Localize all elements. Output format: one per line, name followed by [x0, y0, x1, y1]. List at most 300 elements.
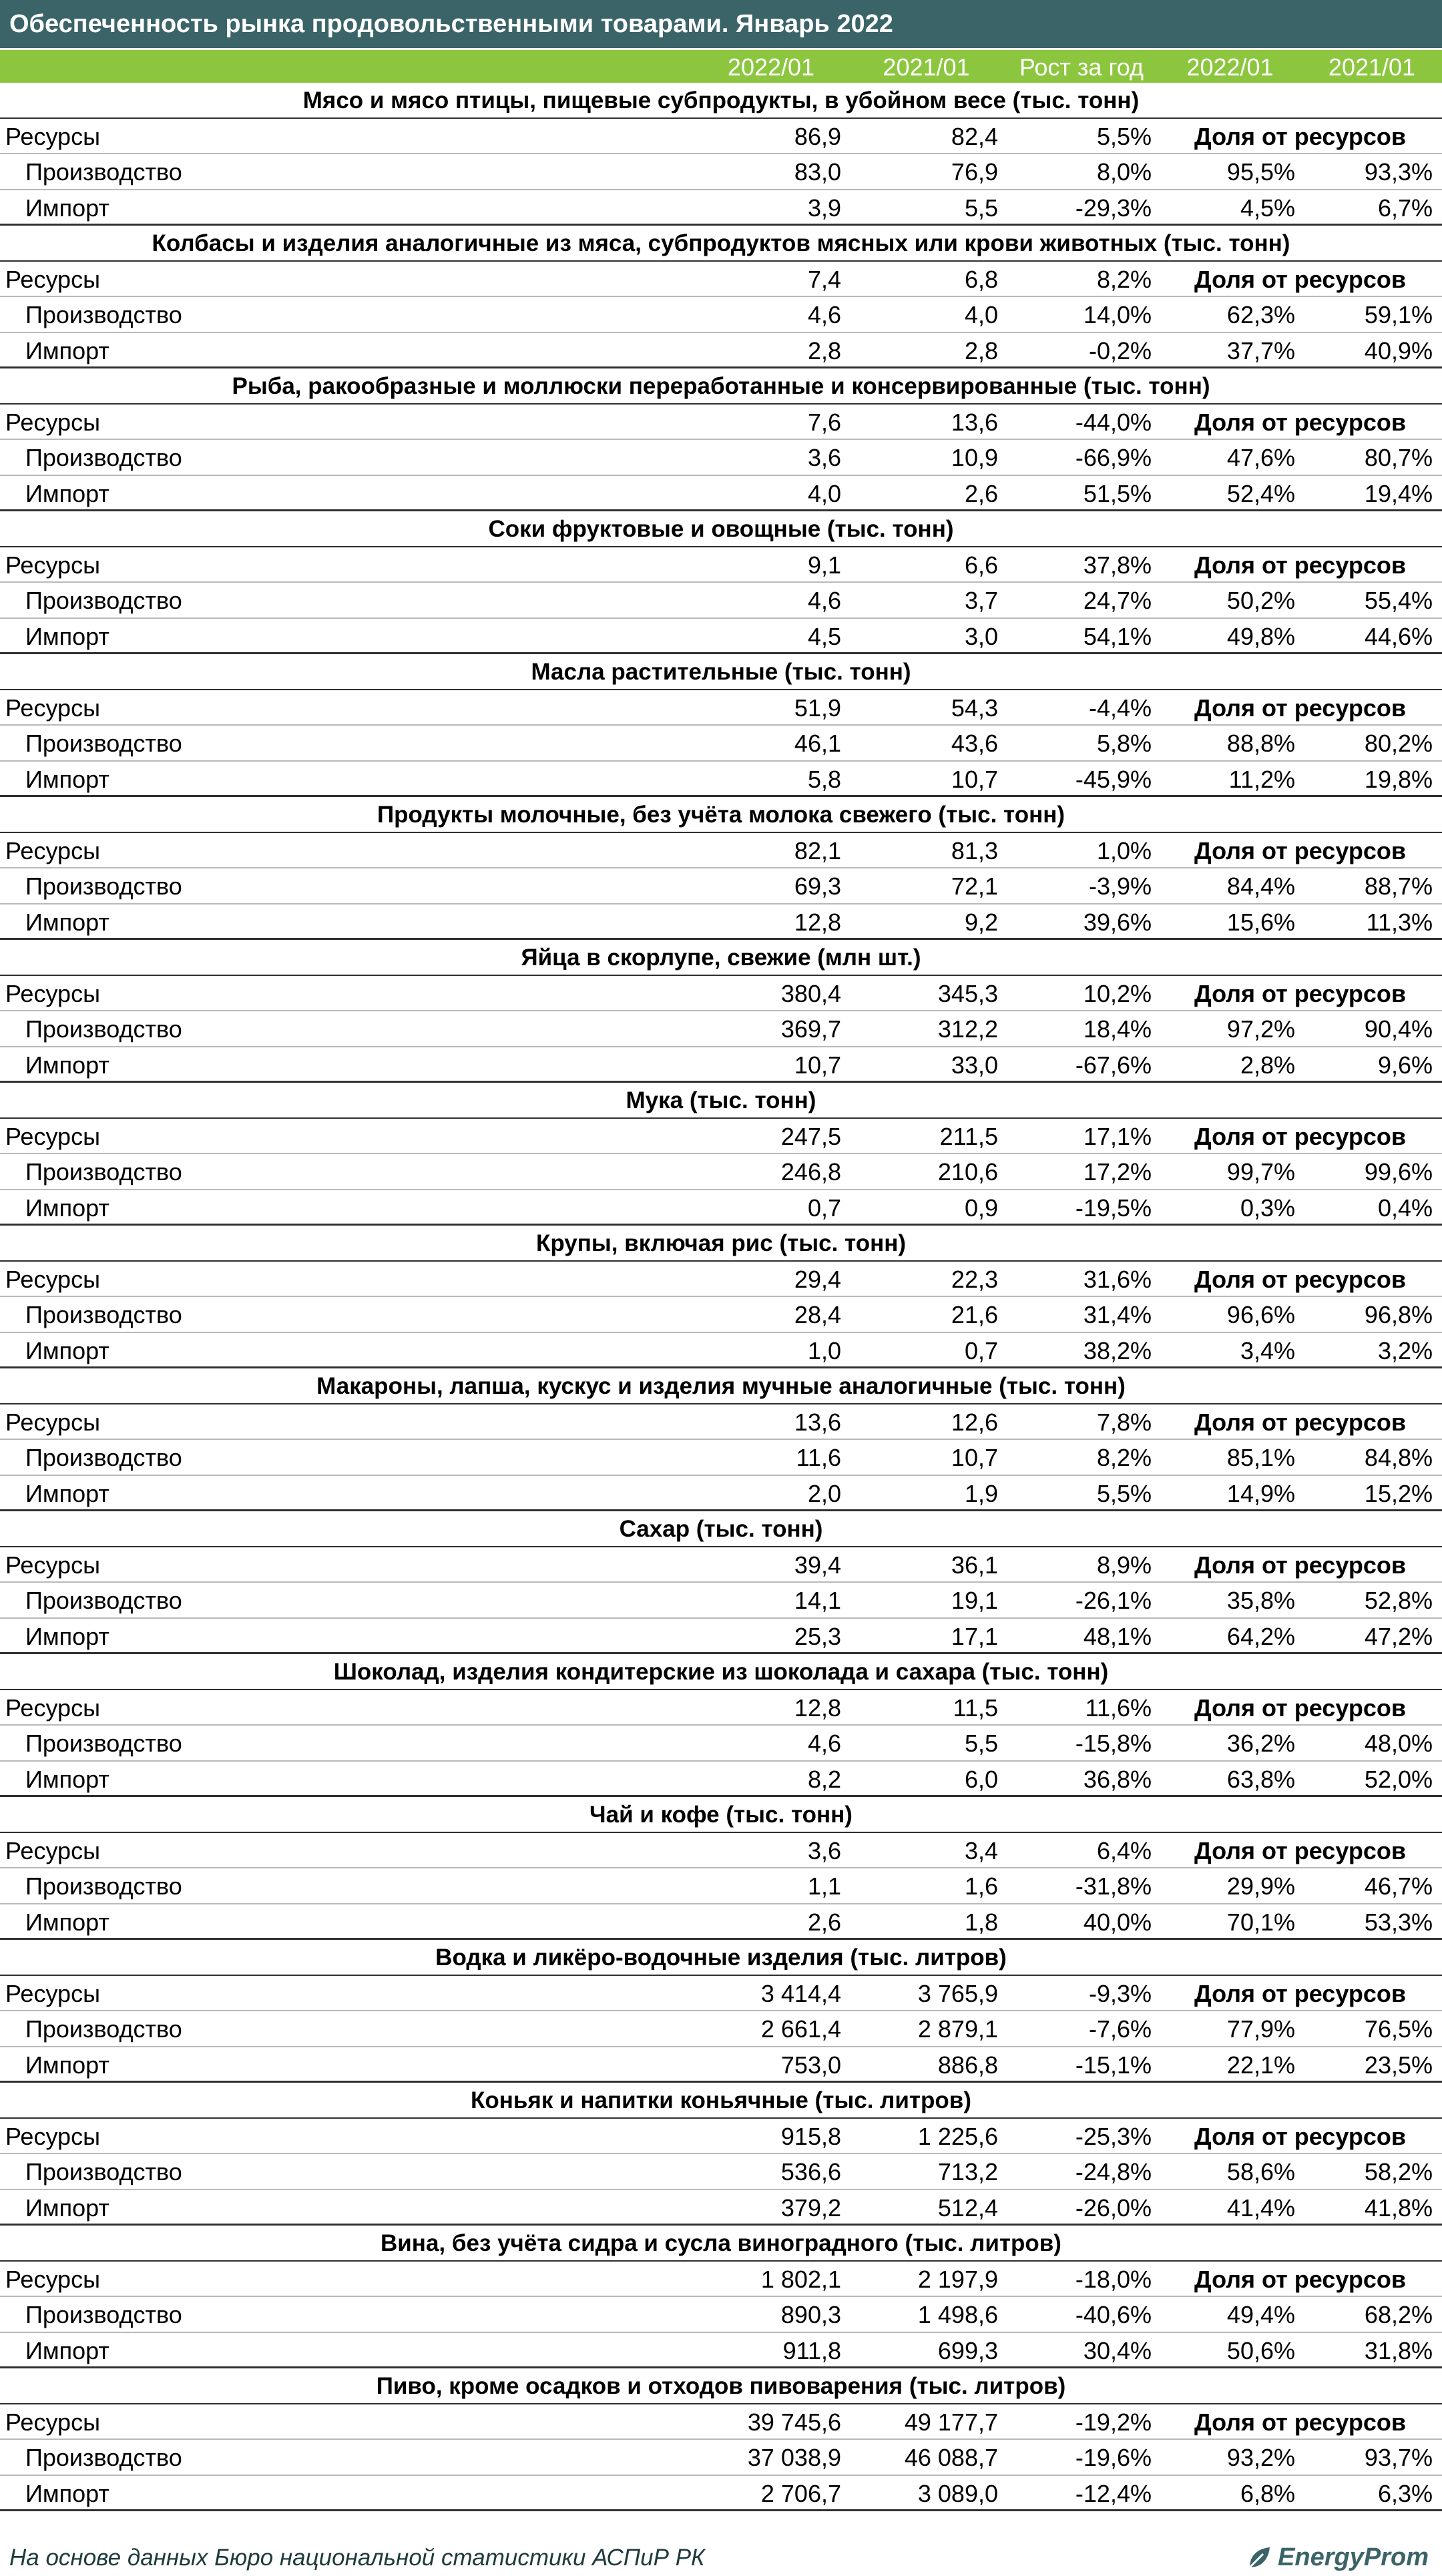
value-2021: 10,7 — [951, 1444, 998, 1471]
value-2021: 21,6 — [951, 1301, 998, 1328]
share-label: Доля от ресурсов — [1194, 694, 1407, 722]
table-row — [0, 1690, 1442, 1726]
table-row — [0, 1762, 1442, 1798]
row-label: Производство — [25, 1301, 182, 1328]
row-label: Производство — [25, 872, 182, 900]
row-label: Производство — [25, 1158, 182, 1186]
share-label: Доля от ресурсов — [1194, 1408, 1407, 1436]
value-2021: 36,1 — [951, 1551, 998, 1579]
table-row — [0, 2476, 1442, 2512]
value-2021: 3,7 — [964, 587, 998, 614]
row-label: Ресурсы — [5, 1694, 100, 1722]
share-2021: 0,4% — [1377, 1194, 1433, 1222]
value-2022: 51,9 — [794, 694, 841, 722]
growth-value: -44,0% — [1075, 408, 1152, 436]
row-label: Ресурсы — [5, 1551, 100, 1579]
table-row — [0, 1440, 1442, 1476]
header-col-4: 2022/01 — [1186, 53, 1274, 81]
share-label: Доля от ресурсов — [1194, 1979, 1407, 2007]
growth-value: 17,2% — [1083, 1158, 1152, 1186]
share-2021: 84,8% — [1364, 1444, 1433, 1471]
row-label: Импорт — [25, 622, 109, 650]
value-2022: 37 038,9 — [747, 2444, 841, 2471]
share-2022: 35,8% — [1226, 1587, 1295, 1614]
table-row — [0, 1333, 1442, 1369]
value-2021: 13,6 — [951, 408, 998, 436]
share-2021: 48,0% — [1364, 1730, 1433, 1757]
table-row — [0, 119, 1442, 155]
value-2022: 10,7 — [794, 1051, 841, 1079]
row-label: Ресурсы — [5, 1979, 100, 2007]
value-2021: 1,8 — [964, 1908, 998, 1936]
share-2021: 40,9% — [1364, 336, 1433, 364]
share-2022: 96,6% — [1226, 1301, 1295, 1328]
growth-value: 18,4% — [1083, 1015, 1152, 1043]
section-title: Коньяк и напитки коньячные (тыс. литров) — [0, 2083, 1442, 2119]
row-label: Производство — [25, 1015, 182, 1043]
value-2021: 2 879,1 — [917, 2015, 998, 2043]
row-label: Импорт — [25, 1336, 109, 1364]
value-2022: 0,7 — [807, 1194, 841, 1222]
growth-value: -45,9% — [1075, 765, 1152, 793]
growth-value: -26,1% — [1075, 1587, 1152, 1614]
row-label: Импорт — [25, 479, 109, 507]
section-title: Продукты молочные, без учёта молока свежего (тыс. тонн) — [0, 797, 1442, 833]
table-row — [0, 476, 1442, 512]
share-2021: 15,2% — [1364, 1479, 1433, 1507]
share-2021: 52,8% — [1364, 1587, 1433, 1614]
value-2022: 82,1 — [794, 836, 841, 864]
value-2022: 3 414,4 — [760, 1979, 841, 2007]
row-label: Ресурсы — [5, 694, 100, 722]
value-2021: 9,2 — [964, 908, 998, 936]
row-label: Импорт — [25, 765, 109, 793]
value-2022: 915,8 — [780, 2122, 841, 2150]
growth-value: -67,6% — [1075, 1051, 1152, 1079]
value-2021: 11,5 — [953, 1694, 998, 1722]
value-2022: 7,6 — [807, 408, 841, 436]
section-title: Пиво, кроме осадков и отходов пивоварения (тыс. литров) — [0, 2368, 1442, 2404]
value-2021: 6,0 — [964, 1765, 998, 1793]
growth-value: -9,3% — [1088, 1979, 1152, 2007]
row-label: Производство — [25, 2158, 182, 2185]
table-row — [0, 868, 1442, 905]
share-2022: 49,4% — [1226, 2301, 1295, 2328]
value-2021: 10,9 — [951, 444, 998, 471]
row-label: Производство — [25, 2444, 182, 2471]
table-row — [0, 762, 1442, 798]
table-row — [0, 1011, 1442, 1047]
value-2022: 5,8 — [807, 765, 841, 793]
share-2022: 99,7% — [1226, 1158, 1295, 1186]
share-2021: 88,7% — [1364, 872, 1433, 900]
value-2022: 1,1 — [807, 1872, 841, 1900]
share-2021: 59,1% — [1364, 301, 1433, 328]
section-title: Крупы, включая рис (тыс. тонн) — [0, 1226, 1442, 1262]
share-2021: 99,6% — [1364, 1158, 1433, 1186]
table-row — [0, 1154, 1442, 1190]
share-label: Доля от ресурсов — [1194, 1551, 1407, 1579]
share-2022: 37,7% — [1226, 336, 1295, 364]
row-label: Производство — [25, 2301, 182, 2328]
header-col-1: 2022/01 — [727, 53, 815, 81]
value-2021: 4,0 — [964, 301, 998, 328]
value-2021: 5,5 — [964, 1730, 998, 1757]
value-2022: 8,2 — [807, 1765, 841, 1793]
value-2022: 2 661,4 — [760, 2015, 841, 2043]
share-2021: 52,0% — [1364, 1765, 1433, 1793]
growth-value: -0,2% — [1088, 336, 1152, 364]
value-2021: 312,2 — [937, 1015, 998, 1043]
energyprom-logo — [1246, 2543, 1442, 2572]
share-label: Доля от ресурсов — [1194, 408, 1407, 436]
growth-value: 17,1% — [1083, 1122, 1152, 1150]
row-label: Ресурсы — [5, 1265, 100, 1293]
growth-value: -18,0% — [1075, 2265, 1152, 2293]
value-2021: 1 225,6 — [917, 2122, 998, 2150]
value-2021: 82,4 — [951, 122, 998, 150]
table-row — [0, 1619, 1442, 1655]
growth-value: -4,4% — [1088, 694, 1152, 722]
value-2022: 7,4 — [807, 265, 841, 293]
table-row — [0, 1476, 1442, 1512]
growth-value: 5,5% — [1096, 122, 1152, 150]
share-2022: 3,4% — [1240, 1336, 1295, 1364]
header-col-2: 2021/01 — [883, 53, 970, 81]
row-label: Импорт — [25, 1622, 109, 1650]
row-label: Ресурсы — [5, 2122, 100, 2150]
table-row — [0, 833, 1442, 869]
section-title: Вина, без учёта сидра и сусла виноградного (тыс. литров) — [0, 2226, 1442, 2262]
value-2021: 211,5 — [939, 1122, 998, 1150]
section-title: Чай и кофе (тыс. тонн) — [0, 1797, 1442, 1833]
value-2022: 12,8 — [794, 1694, 841, 1722]
row-label: Импорт — [25, 2051, 109, 2079]
row-label: Импорт — [25, 194, 109, 222]
table-row — [0, 154, 1442, 190]
share-label: Доля от ресурсов — [1194, 2122, 1407, 2150]
table-row — [0, 1726, 1442, 1762]
value-2022: 4,6 — [807, 587, 841, 614]
share-2021: 55,4% — [1364, 587, 1433, 614]
source-note: На основе данных Бюро национальной статистики АСПиР РК — [9, 2544, 705, 2571]
value-2022: 14,1 — [794, 1587, 841, 1614]
value-2022: 3,9 — [807, 194, 841, 222]
section-title: Колбасы и изделия аналогичные из мяса, субпродуктов мясных или крови животных (тыс. тонн) — [0, 226, 1442, 262]
share-2022: 64,2% — [1226, 1622, 1295, 1650]
growth-value: 31,6% — [1083, 1265, 1152, 1293]
growth-value: -29,3% — [1075, 194, 1152, 222]
value-2022: 890,3 — [780, 2301, 841, 2328]
share-2022: 50,2% — [1226, 587, 1295, 614]
growth-value: 1,0% — [1096, 836, 1152, 864]
share-2022: 50,6% — [1226, 2336, 1295, 2364]
value-2022: 86,9 — [794, 122, 841, 150]
value-2021: 10,7 — [951, 765, 998, 793]
share-2022: 58,6% — [1226, 2158, 1295, 2185]
growth-value: 40,0% — [1083, 1908, 1152, 1936]
share-2022: 11,2% — [1228, 765, 1295, 793]
value-2021: 2,6 — [964, 479, 998, 507]
value-2022: 380,4 — [780, 979, 841, 1007]
row-label: Ресурсы — [5, 2265, 100, 2293]
table-row — [0, 2262, 1442, 2298]
share-2022: 47,6% — [1226, 444, 1295, 471]
section-title: Макароны, лапша, кускус и изделия мучные аналогичные (тыс. тонн) — [0, 1368, 1442, 1404]
share-2022: 22,1% — [1226, 2051, 1295, 2079]
table-row — [0, 1190, 1442, 1226]
growth-value: 10,2% — [1083, 979, 1152, 1007]
row-label: Импорт — [25, 336, 109, 364]
table-row — [0, 2011, 1442, 2047]
row-label: Импорт — [25, 1194, 109, 1222]
value-2021: 713,2 — [937, 2158, 998, 2185]
data-table — [0, 83, 1442, 2511]
row-label: Производство — [25, 1444, 182, 1471]
share-2022: 52,4% — [1226, 479, 1295, 507]
share-label: Доля от ресурсов — [1194, 265, 1407, 293]
value-2022: 13,6 — [794, 1408, 841, 1436]
share-2022: 15,6% — [1226, 908, 1295, 936]
growth-value: 8,9% — [1096, 1551, 1152, 1579]
value-2022: 4,6 — [807, 1730, 841, 1757]
growth-value: 31,4% — [1083, 1301, 1152, 1328]
share-2021: 96,8% — [1364, 1301, 1433, 1328]
value-2021: 3,0 — [964, 622, 998, 650]
row-label: Ресурсы — [5, 551, 100, 579]
share-2022: 6,8% — [1240, 2479, 1295, 2507]
share-2022: 62,3% — [1226, 301, 1295, 328]
growth-value: -66,9% — [1075, 444, 1152, 471]
table-row — [0, 2119, 1442, 2155]
growth-value: 8,2% — [1096, 1444, 1152, 1471]
row-label: Импорт — [25, 908, 109, 936]
share-label: Доля от ресурсов — [1194, 836, 1407, 864]
value-2022: 369,7 — [780, 1015, 841, 1043]
value-2022: 29,4 — [794, 1265, 841, 1293]
table-row — [0, 1904, 1442, 1941]
growth-value: -15,8% — [1075, 1730, 1152, 1757]
row-label: Импорт — [25, 1051, 109, 1079]
value-2021: 0,9 — [964, 1194, 998, 1222]
section-title: Мука (тыс. тонн) — [0, 1083, 1442, 1119]
value-2021: 22,3 — [951, 1265, 998, 1293]
value-2022: 28,4 — [794, 1301, 841, 1328]
value-2021: 886,8 — [937, 2051, 998, 2079]
value-2022: 69,3 — [794, 872, 841, 900]
row-label: Ресурсы — [5, 979, 100, 1007]
value-2022: 9,1 — [807, 551, 841, 579]
growth-value: -19,5% — [1075, 1194, 1152, 1222]
share-label: Доля от ресурсов — [1194, 122, 1407, 150]
value-2022: 1,0 — [807, 1336, 841, 1364]
share-2021: 9,6% — [1377, 1051, 1433, 1079]
growth-value: 39,6% — [1083, 908, 1152, 936]
share-2021: 23,5% — [1364, 2051, 1433, 2079]
value-2022: 39,4 — [794, 1551, 841, 1579]
header-col-5: 2021/01 — [1328, 53, 1416, 81]
share-2021: 41,8% — [1364, 2194, 1433, 2222]
table-row — [0, 262, 1442, 298]
table-row — [0, 976, 1442, 1012]
table-row — [0, 2404, 1442, 2440]
growth-value: 11,6% — [1085, 1694, 1152, 1722]
section-title: Водка и ликёро-водочные изделия (тыс. литров) — [0, 1940, 1442, 1976]
row-label: Импорт — [25, 1765, 109, 1793]
row-label: Производство — [25, 301, 182, 328]
value-2022: 12,8 — [794, 908, 841, 936]
table-row — [0, 1583, 1442, 1619]
row-label: Производство — [25, 158, 182, 186]
growth-value: 8,2% — [1096, 265, 1152, 293]
table-header-row — [0, 48, 1442, 83]
table-row — [0, 2297, 1442, 2333]
value-2021: 3,4 — [964, 1836, 998, 1864]
section-title: Сахар (тыс. тонн) — [0, 1511, 1442, 1547]
row-label: Ресурсы — [5, 265, 100, 293]
share-2022: 4,5% — [1240, 194, 1295, 222]
share-2021: 11,3% — [1366, 908, 1433, 936]
table-row — [0, 2440, 1442, 2476]
table-row — [0, 440, 1442, 476]
share-2021: 53,3% — [1364, 1908, 1433, 1936]
value-2021: 46 088,7 — [904, 2444, 998, 2471]
growth-value: 36,8% — [1083, 1765, 1152, 1793]
growth-value: 5,8% — [1096, 730, 1152, 757]
value-2021: 1 498,6 — [917, 2301, 998, 2328]
growth-value: 7,8% — [1096, 1408, 1152, 1436]
value-2021: 43,6 — [951, 730, 998, 757]
table-row — [0, 905, 1442, 941]
share-2021: 19,8% — [1364, 765, 1433, 793]
share-2022: 70,1% — [1226, 1908, 1295, 1936]
section-title: Шоколад, изделия кондитерские из шоколада и сахара (тыс. тонн) — [0, 1654, 1442, 1690]
share-2022: 84,4% — [1226, 872, 1295, 900]
share-2021: 47,2% — [1364, 1622, 1433, 1650]
leaf-logo-icon — [1246, 2545, 1272, 2571]
growth-value: -26,0% — [1075, 2194, 1152, 2222]
value-2021: 33,0 — [951, 1051, 998, 1079]
section-title: Мясо и мясо птицы, пищевые субпродукты, в убойном весе (тыс. тонн) — [0, 83, 1442, 119]
value-2021: 1,9 — [964, 1479, 998, 1507]
value-2022: 4,5 — [807, 622, 841, 650]
share-2021: 93,7% — [1364, 2444, 1433, 2471]
value-2021: 3 765,9 — [917, 1979, 998, 2007]
share-2021: 46,7% — [1364, 1872, 1433, 1900]
row-label: Импорт — [25, 2479, 109, 2507]
value-2021: 512,4 — [937, 2194, 998, 2222]
row-label: Производство — [25, 2015, 182, 2043]
row-label: Импорт — [25, 2194, 109, 2222]
table-row — [0, 1868, 1442, 1904]
share-2022: 88,8% — [1226, 730, 1295, 757]
value-2022: 4,6 — [807, 301, 841, 328]
table-row — [0, 547, 1442, 583]
growth-value: -7,6% — [1088, 2015, 1152, 2043]
growth-value: 37,8% — [1083, 551, 1152, 579]
share-2021: 80,7% — [1364, 444, 1433, 471]
table-row — [0, 2154, 1442, 2190]
row-label: Производство — [25, 730, 182, 757]
value-2021: 12,6 — [951, 1408, 998, 1436]
row-label: Ресурсы — [5, 408, 100, 436]
share-2021: 31,8% — [1364, 2336, 1433, 2364]
value-2021: 6,8 — [964, 265, 998, 293]
row-label: Производство — [25, 444, 182, 471]
value-2021: 1,6 — [964, 1872, 998, 1900]
row-label: Ресурсы — [5, 1122, 100, 1150]
row-label: Импорт — [25, 1908, 109, 1936]
table-row — [0, 1404, 1442, 1441]
share-2021: 68,2% — [1364, 2301, 1433, 2328]
section-title: Соки фруктовые и овощные (тыс. тонн) — [0, 511, 1442, 547]
value-2021: 81,3 — [951, 836, 998, 864]
value-2021: 76,9 — [951, 158, 998, 186]
value-2021: 3 089,0 — [917, 2479, 998, 2507]
growth-value: 51,5% — [1083, 479, 1152, 507]
table-row — [0, 333, 1442, 369]
value-2021: 49 177,7 — [904, 2408, 998, 2436]
share-2021: 76,5% — [1364, 2015, 1433, 2043]
row-label: Производство — [25, 587, 182, 614]
value-2022: 25,3 — [794, 1622, 841, 1650]
row-label: Производство — [25, 1872, 182, 1900]
share-2021: 6,3% — [1377, 2479, 1433, 2507]
table-row — [0, 2333, 1442, 2369]
value-2021: 2 197,9 — [917, 2265, 998, 2293]
share-2022: 97,2% — [1226, 1015, 1295, 1043]
value-2021: 210,6 — [937, 1158, 998, 1186]
share-2021: 19,4% — [1364, 479, 1433, 507]
value-2022: 753,0 — [780, 2051, 841, 2079]
value-2022: 247,5 — [780, 1122, 841, 1150]
share-2022: 95,5% — [1226, 158, 1295, 186]
share-2022: 63,8% — [1226, 1765, 1295, 1793]
value-2022: 2,8 — [807, 336, 841, 364]
value-2022: 3,6 — [807, 444, 841, 471]
value-2022: 83,0 — [794, 158, 841, 186]
growth-value: -24,8% — [1075, 2158, 1152, 2185]
value-2022: 3,6 — [807, 1836, 841, 1864]
row-label: Ресурсы — [5, 836, 100, 864]
share-2022: 85,1% — [1226, 1444, 1295, 1471]
growth-value: -3,9% — [1088, 872, 1152, 900]
growth-value: 8,0% — [1096, 158, 1152, 186]
growth-value: -25,3% — [1075, 2122, 1152, 2150]
share-2022: 2,8% — [1240, 1051, 1295, 1079]
table-row — [0, 1119, 1442, 1155]
table-row — [0, 1547, 1442, 1583]
value-2022: 379,2 — [780, 2194, 841, 2222]
table-row — [0, 190, 1442, 226]
share-2022: 41,4% — [1226, 2194, 1295, 2222]
share-2022: 0,3% — [1240, 1194, 1295, 1222]
value-2021: 72,1 — [951, 872, 998, 900]
growth-value: -12,4% — [1075, 2479, 1152, 2507]
table-row — [0, 1833, 1442, 1869]
share-2021: 3,2% — [1377, 1336, 1433, 1364]
value-2022: 1 802,1 — [760, 2265, 841, 2293]
row-label: Ресурсы — [5, 1836, 100, 1864]
growth-value: -31,8% — [1075, 1872, 1152, 1900]
section-title: Яйца в скорлупе, свежие (млн шт.) — [0, 940, 1442, 976]
logo-text: EnergyProm — [1278, 2543, 1429, 2571]
value-2022: 2,0 — [807, 1479, 841, 1507]
table-row — [0, 1297, 1442, 1333]
value-2022: 246,8 — [780, 1158, 841, 1186]
header-label-spacer — [0, 50, 694, 83]
value-2021: 19,1 — [951, 1587, 998, 1614]
